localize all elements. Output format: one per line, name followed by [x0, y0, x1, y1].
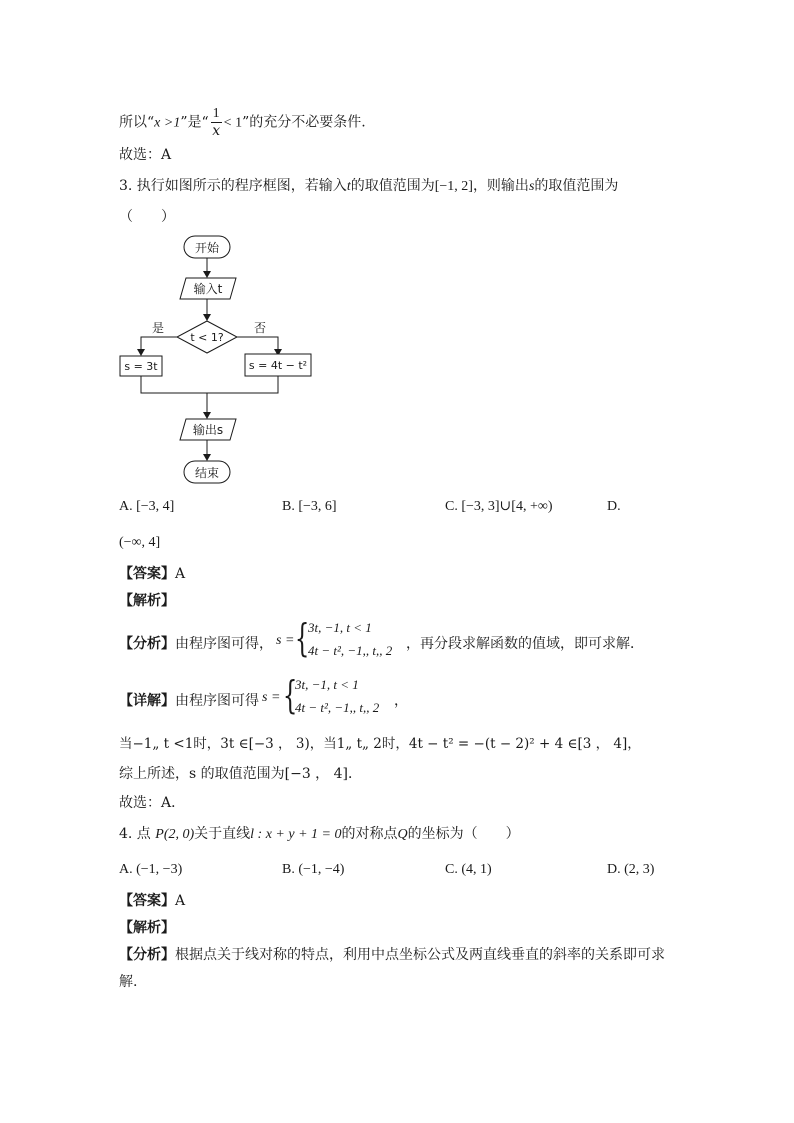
input-label: 输入t [193, 282, 223, 296]
flowchart [110, 232, 350, 492]
brace: { [282, 673, 298, 717]
text: ”的充分不必要条件. [242, 114, 366, 131]
fraction [211, 106, 222, 139]
case-1: 3t, −1, t < 1 [308, 620, 372, 635]
question-4-stem [119, 824, 520, 845]
answer-line-sufficient [119, 106, 366, 139]
fraction-denominator: x [212, 123, 221, 139]
q3-analysis [119, 633, 273, 653]
text: ，再分段求解函数的值域，即可求解． [406, 636, 644, 652]
choose-line: 故选：A [119, 147, 172, 163]
q3-line2: 综上所述，s 的取值范围为[−3 ， 4]． [119, 766, 363, 782]
text: 根据点关于线对称的特点，利用中点坐标公式及两直线垂直的斜率的关系即可求 [175, 947, 665, 963]
brace: { [294, 616, 310, 660]
answer-tag: 【答案】 [119, 566, 175, 582]
q3-answer [119, 564, 185, 584]
math-expr: < 1 [223, 115, 243, 131]
left-box-label: s = 3t [124, 360, 158, 373]
decision-label: t < 1? [190, 331, 224, 344]
case-1: 3t, −1, t < 1 [295, 677, 359, 692]
text: 关于直线 [194, 826, 251, 842]
case-2: 4t − t², −1,, t,, 2 [308, 643, 393, 658]
text: 4. 点 [119, 826, 151, 842]
math-expr: x >1 [154, 115, 181, 131]
q4-option-b: B. (−1, −4) [282, 862, 345, 877]
math-expr: s = [276, 633, 295, 648]
end-label: 结束 [194, 466, 220, 480]
answer-tag: 【答案】 [119, 893, 175, 909]
q4-analysis [119, 945, 665, 965]
q3-jiexi: 【解析】 [119, 593, 175, 609]
math-expr: [−1, 2] [434, 179, 473, 194]
text: 的对称点 [341, 826, 398, 842]
q3-final: 故选：A． [119, 795, 186, 811]
output-label: 输出s [192, 423, 224, 437]
question-3-stem [119, 176, 618, 197]
option-d-value: (−∞, 4] [119, 535, 161, 550]
answer-value: A [175, 566, 186, 582]
option-b: B. [−3, 6] [282, 499, 337, 514]
text: 的取值范围为 [350, 178, 435, 194]
text: 由程序图可得， [175, 636, 273, 652]
math-var: s [528, 179, 535, 194]
math-var: Q [397, 827, 408, 842]
text: ”是“ [180, 114, 209, 131]
yes-label: 是 [151, 321, 165, 335]
fraction-numerator: 1 [212, 106, 220, 121]
text: 的坐标为（ ） [407, 826, 520, 842]
analysis-tag: 【分析】 [119, 947, 175, 963]
q3-line1: 当−1„ t <1时，3t ∈[−3 ， 3)，当1„ t„ 2时，4t − t² = −(t − 2)² + 4 ∈[3 ， 4]， [119, 736, 641, 752]
right-box-label: s = 4t − t² [248, 359, 308, 372]
q4-jiexi: 【解析】 [119, 920, 175, 936]
math-expr: l : x + y + 1 = 0 [250, 827, 342, 842]
question-3-paren: （ ） [119, 209, 175, 225]
case-2: 4t − t², −1,, t,, 2 [295, 700, 380, 715]
text: 3. 执行如图所示的程序框图，若输入 [119, 178, 347, 194]
math-expr: P(2, 0) [155, 827, 195, 842]
text: ，则输出 [472, 178, 529, 194]
option-c: C. [−3, 3]∪[4, +∞) [445, 499, 553, 514]
text: ， [394, 693, 408, 709]
math-expr: s = [262, 690, 281, 705]
q4-option-d: D. (2, 3) [607, 862, 655, 877]
q4-option-a: A. (−1, −3) [119, 862, 183, 877]
start-label: 开始 [194, 241, 220, 255]
analysis-tag: 【分析】 [119, 636, 175, 652]
math-var: t [346, 179, 351, 194]
option-d: D. [607, 499, 621, 514]
option-a: A. [−3, 4] [119, 499, 175, 514]
q3-detail [119, 690, 259, 710]
answer-value: A [175, 893, 186, 909]
text: 所以“ [119, 114, 155, 131]
no-label: 否 [253, 321, 267, 335]
q4-analysis-cont: 解. [119, 974, 138, 990]
detail-tag: 【详解】 [119, 693, 175, 709]
q4-answer [119, 891, 185, 911]
q4-option-c: C. (4, 1) [445, 862, 492, 877]
text: 由程序图可得 [175, 693, 259, 709]
text: 的取值范围为 [534, 178, 619, 194]
